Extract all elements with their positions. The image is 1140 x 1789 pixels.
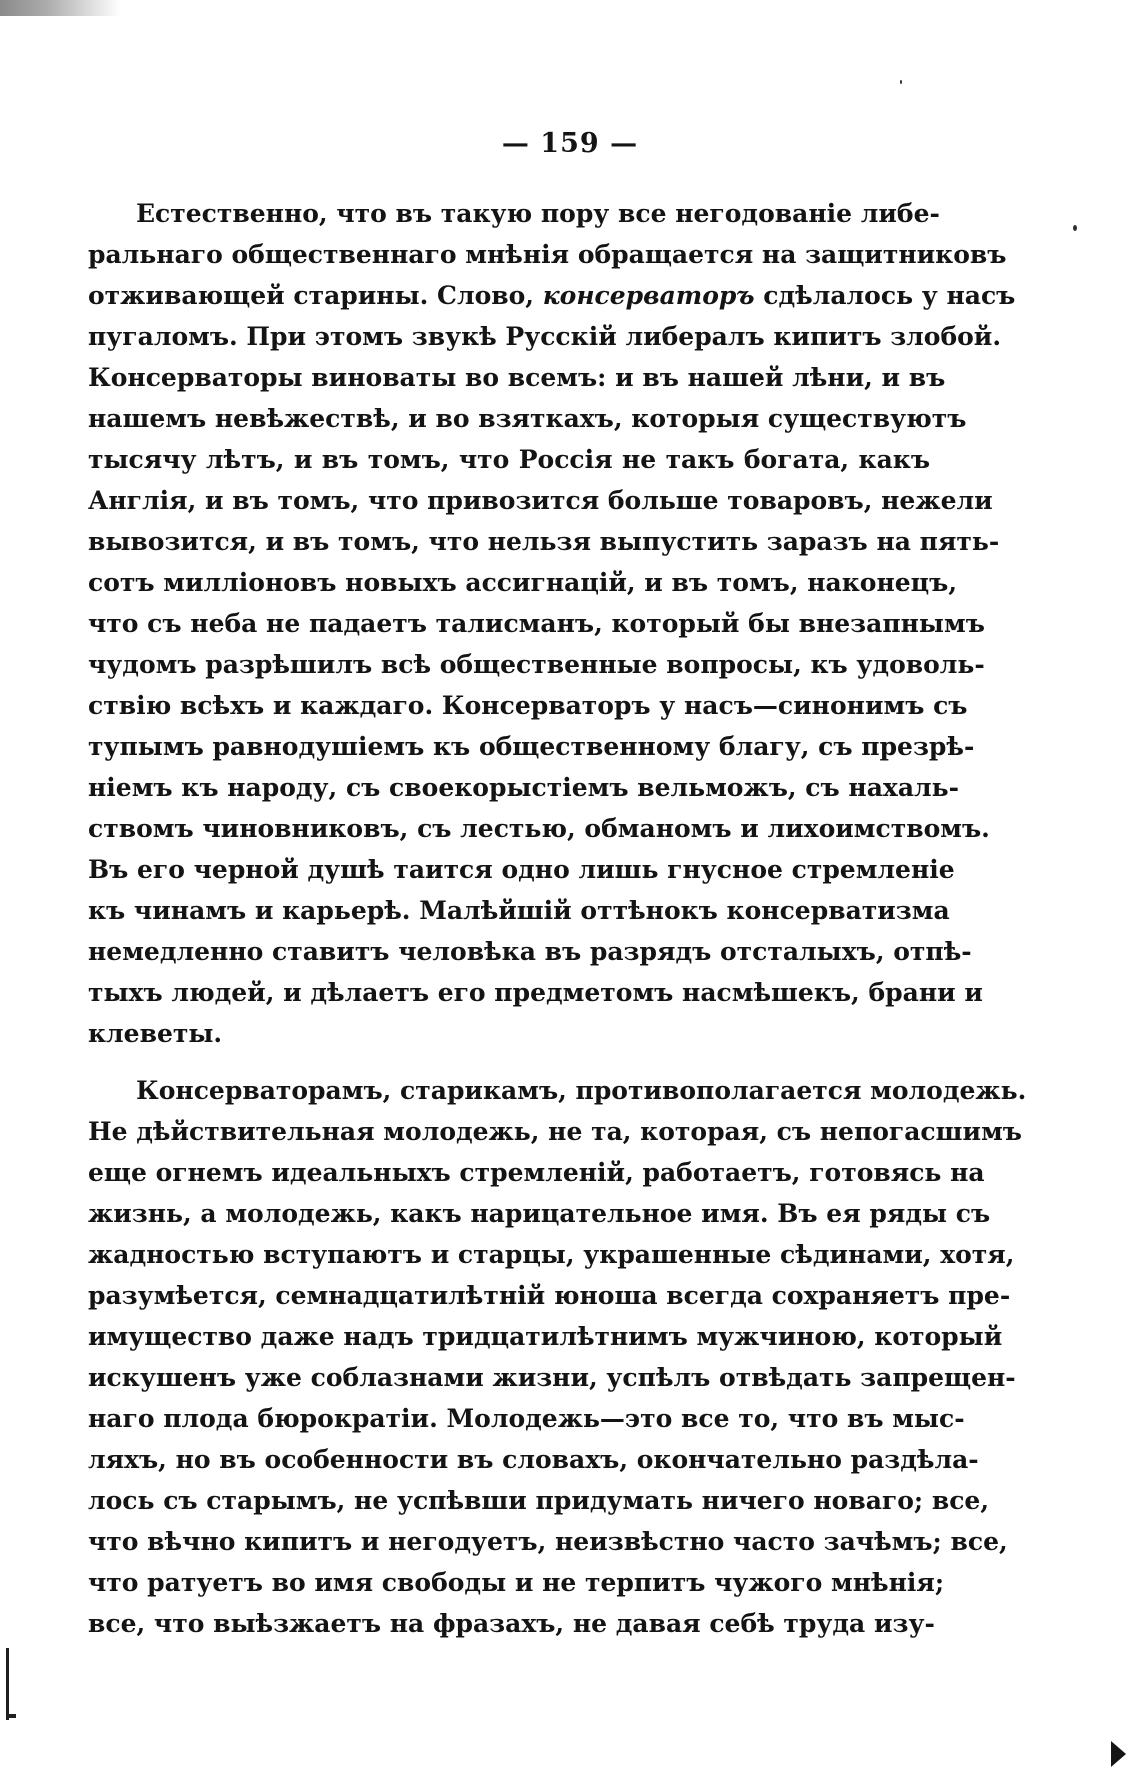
text-line: ствомъ чиновниковъ, съ лестью, обманомъ и лихоимствомъ.	[88, 814, 990, 843]
text-line: жадностью вступаютъ и старцы, украшенные сѣдинами, хотя,	[88, 1240, 1015, 1269]
text-line: Не дѣйствительная молодежь, не та, которая, съ непогасшимъ	[88, 1117, 1022, 1146]
paragraph	[88, 1070, 1027, 1644]
text-line: Англія, и въ томъ, что привозится больше товаровъ, нежели	[88, 486, 993, 515]
body-text	[88, 193, 1027, 1644]
text-line: тысячу лѣтъ, и въ томъ, что Россія не такъ богата, какъ	[88, 445, 930, 474]
text-line: пугаломъ. При этомъ звукѣ Русскій либералъ кипитъ злобой.	[88, 322, 1002, 351]
text-line: что ратуетъ во имя свободы и не терпитъ чужого мнѣнія;	[88, 1568, 945, 1597]
text-line: искушенъ уже соблазнами жизни, успѣлъ отвѣдать запрещен-	[88, 1363, 1016, 1392]
text-line: Консерваторы виноваты во всемъ: и въ нашей лѣни, и въ	[88, 363, 946, 392]
text-line: жизнь, а молодежь, какъ нарицательное имя. Въ ея ряды съ	[88, 1199, 991, 1228]
text-line: отживающей старины. Слово, консерваторъ сдѣлалось у насъ	[88, 281, 1016, 310]
text-line: ствію всѣхъ и каждаго. Консерваторъ у насъ—синонимъ съ	[88, 691, 968, 720]
scan-edge-mark	[0, 0, 120, 16]
text-line: ральнаго общественнаго мнѣнія обращается на защитниковъ	[88, 240, 1007, 269]
text-line: сотъ милліоновъ новыхъ ассигнацій, и въ томъ, наконецъ,	[88, 568, 958, 597]
text-line: что вѣчно кипитъ и негодуетъ, неизвѣстно часто зачѣмъ; все,	[88, 1527, 1008, 1556]
text-line: Въ его черной душѣ таится одно лишь гнусное стремленіе	[88, 855, 955, 884]
text-line: еще огнемъ идеальныхъ стремленій, работаетъ, готовясь на	[88, 1158, 985, 1187]
scan-margin-mark-foot	[6, 1714, 16, 1718]
scan-speck	[900, 80, 902, 84]
text-line: наго плода бюрократіи. Молодежь—это все то, что въ мыс-	[88, 1404, 965, 1433]
italic-term: консерваторъ	[542, 281, 755, 310]
text-line: ляхъ, но въ особенности въ словахъ, окончательно раздѣла-	[88, 1445, 979, 1474]
text-line: все, что выѣзжаетъ на фразахъ, не давая себѣ труда изу-	[88, 1609, 935, 1638]
text-line: имущество даже надъ тридцатилѣтнимъ мужчиною, который	[88, 1322, 1003, 1351]
scan-margin-mark	[6, 1648, 9, 1720]
text-line: нашемъ невѣжествѣ, и во взяткахъ, которыя существуютъ	[88, 404, 967, 433]
text-line: клеветы.	[88, 1019, 223, 1048]
text-line: тыхъ людей, и дѣлаетъ его предметомъ насмѣшекъ, брани и	[88, 978, 983, 1007]
text-line: немедленно ставитъ человѣка въ разрядъ отсталыхъ, отпѣ-	[88, 937, 972, 966]
text-line: Естественно, что въ такую пору все негодованіе либе-	[136, 199, 940, 228]
text-line: тупымъ равнодушіемъ къ общественному благу, съ презрѣ-	[88, 732, 975, 761]
text-line: лось съ старымъ, не успѣвши придумать ничего новаго; все,	[88, 1486, 990, 1515]
page-number: — 159 —	[501, 128, 639, 159]
scan-speck	[1073, 225, 1077, 231]
text-line: Консерваторамъ, старикамъ, противополагается молодежь.	[136, 1076, 1027, 1105]
paragraph	[88, 193, 1016, 1054]
text-line: что съ неба не падаетъ талисманъ, который бы внезапнымъ	[88, 609, 985, 638]
text-line: ніемъ къ народу, съ своекорыстіемъ вельможъ, съ нахаль-	[88, 773, 959, 802]
text-line: чудомъ разрѣшилъ всѣ общественные вопросы, къ удоволь-	[88, 650, 985, 679]
text-line: вывозится, и въ томъ, что нельзя выпустить заразъ на пять-	[88, 527, 1000, 556]
paragraph-gap	[88, 1054, 930, 1070]
page-corner-marker	[1111, 1741, 1126, 1767]
text-line: разумѣется, семнадцатилѣтній юноша всегда сохраняетъ пре-	[88, 1281, 1011, 1310]
text-line: къ чинамъ и карьерѣ. Малѣйшій оттѣнокъ консерватизма	[88, 896, 950, 925]
